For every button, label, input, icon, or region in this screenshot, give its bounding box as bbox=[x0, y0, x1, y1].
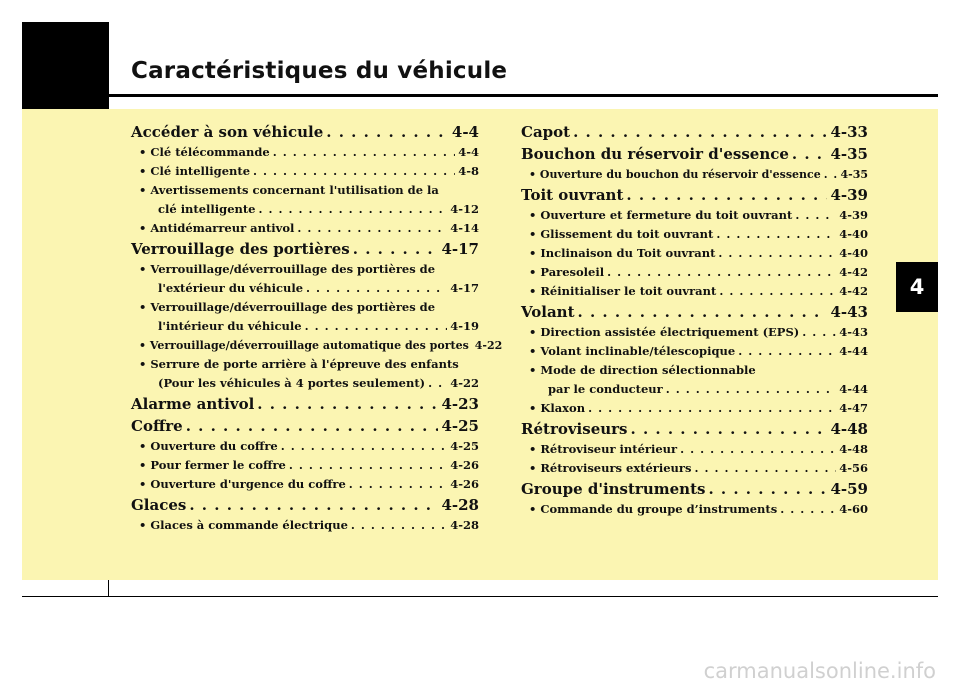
toc-item-line[interactable]: • Mode de direction sélectionnable bbox=[529, 363, 756, 377]
toc-item[interactable]: • Glissement du toit ouvrant . . . 4-40 bbox=[521, 225, 868, 244]
chapter-corner-block bbox=[22, 22, 109, 109]
toc-section[interactable]: Capot . . . 4-33 bbox=[521, 121, 868, 143]
toc-section[interactable]: Rétroviseurs . . . 4-48 bbox=[521, 418, 868, 440]
toc-item[interactable]: • Ouverture d'urgence du coffre . . . 4-26 bbox=[131, 475, 479, 494]
toc-section[interactable]: Toit ouvrant . . . 4-39 bbox=[521, 184, 868, 206]
toc-section[interactable]: Verrouillage des portières . . . 4-17 bbox=[131, 238, 479, 260]
toc-column-right bbox=[521, 121, 868, 519]
title-underline bbox=[109, 94, 938, 97]
toc-section[interactable]: Accéder à son véhicule . . . 4-4 bbox=[131, 121, 479, 143]
toc-item[interactable]: clé intelligente . . . 4-12 bbox=[131, 200, 479, 219]
toc-section[interactable]: Alarme antivol . . . 4-23 bbox=[131, 393, 479, 415]
toc-item-line[interactable]: • Verrouillage/déverrouillage des portières de bbox=[139, 262, 436, 276]
toc-section[interactable]: Bouchon du réservoir d'essence . . . 4-35 bbox=[521, 143, 868, 165]
toc-item-line[interactable]: • Avertissements concernant l'utilisation de la bbox=[139, 183, 439, 197]
toc-item[interactable]: • Ouverture du bouchon du réservoir d'essence . . . 4-35 bbox=[521, 165, 868, 184]
toc-item[interactable]: • Ouverture et fermeture du toit ouvrant . . . 4-39 bbox=[521, 206, 868, 225]
toc-section[interactable]: Glaces . . . 4-28 bbox=[131, 494, 479, 516]
toc-item[interactable]: • Clé intelligente . . . 4-8 bbox=[131, 162, 479, 181]
toc-item[interactable]: • Réinitialiser le toit ouvrant . . . 4-42 bbox=[521, 282, 868, 301]
toc-item[interactable]: • Glaces à commande électrique . . . 4-28 bbox=[131, 516, 479, 535]
bottom-rule bbox=[22, 596, 938, 597]
toc-item[interactable]: • Antidémarreur antivol . . . 4-14 bbox=[131, 219, 479, 238]
page-title: Caractéristiques du véhicule bbox=[131, 58, 508, 84]
watermark: carmanualsonline.info bbox=[703, 659, 936, 683]
toc-item[interactable]: • Volant inclinable/télescopique . . . 4-44 bbox=[521, 342, 868, 361]
toc-section[interactable]: Coffre . . . 4-25 bbox=[131, 415, 479, 437]
toc-item[interactable]: • Ouverture du coffre . . . 4-25 bbox=[131, 437, 479, 456]
toc-section[interactable]: Volant . . . 4-43 bbox=[521, 301, 868, 323]
toc-item[interactable]: • Commande du groupe d’instruments . . . 4-60 bbox=[521, 500, 868, 519]
toc-section[interactable]: Groupe d'instruments . . . 4-59 bbox=[521, 478, 868, 500]
toc-item[interactable]: • Rétroviseur intérieur . . . 4-48 bbox=[521, 440, 868, 459]
toc-item[interactable]: par le conducteur . . . 4-44 bbox=[521, 380, 868, 399]
toc-item[interactable]: l'extérieur du véhicule . . . 4-17 bbox=[131, 279, 479, 298]
toc-item[interactable]: • Verrouillage/déverrouillage automatique des portes 4-22 bbox=[139, 339, 503, 352]
toc-item[interactable]: • Direction assistée électriquement (EPS) . . . 4-43 bbox=[521, 323, 868, 342]
toc-item[interactable]: • Clé télécommande . . . 4-4 bbox=[131, 143, 479, 162]
toc-item[interactable]: • Paresoleil . . . 4-42 bbox=[521, 263, 868, 282]
toc-item[interactable]: • Pour fermer le coffre . . . 4-26 bbox=[131, 456, 479, 475]
toc-item-line[interactable]: • Verrouillage/déverrouillage des portières de bbox=[139, 300, 436, 314]
toc-item[interactable]: • Rétroviseurs extérieurs . . . 4-56 bbox=[521, 459, 868, 478]
toc-item-line[interactable]: • Serrure de porte arrière à l'épreuve des enfants bbox=[139, 357, 459, 371]
toc-item[interactable]: • Inclinaison du Toit ouvrant . . . 4-40 bbox=[521, 244, 868, 263]
chapter-tab[interactable]: 4 bbox=[896, 262, 938, 312]
toc-column-left bbox=[131, 121, 503, 535]
toc-item[interactable]: • Klaxon . . . 4-47 bbox=[521, 399, 868, 418]
toc-item[interactable]: (Pour les véhicules à 4 portes seulement) . . . 4-22 bbox=[131, 374, 479, 393]
toc-item[interactable]: l'intérieur du véhicule . . . 4-19 bbox=[131, 317, 479, 336]
